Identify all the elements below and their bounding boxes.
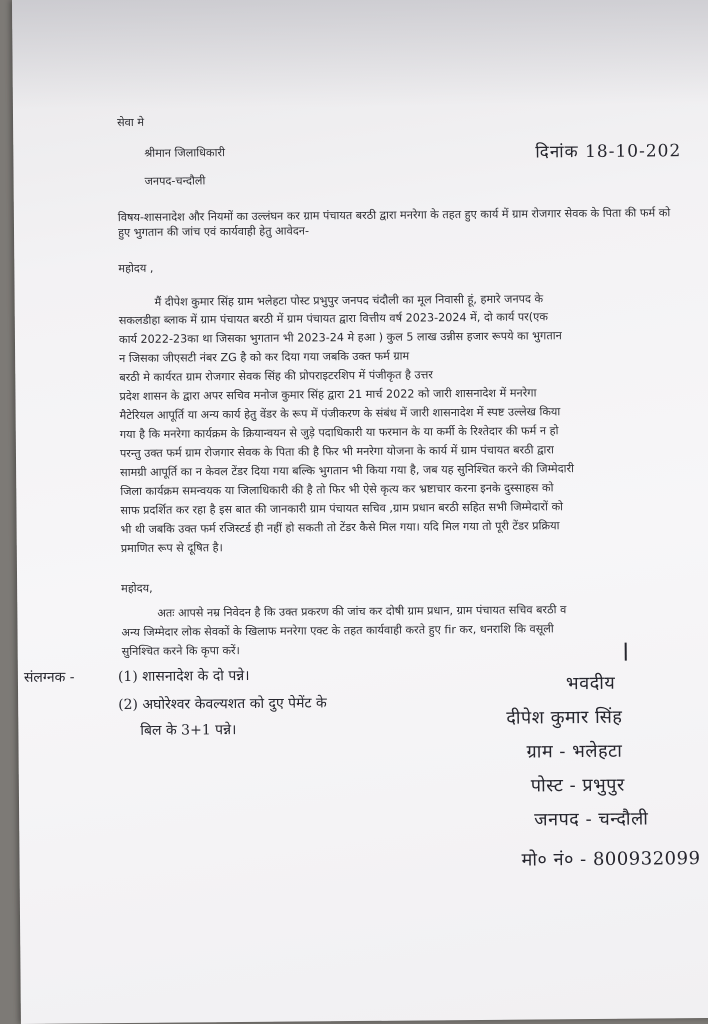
body-line: सकलडीहा ब्लाक में ग्राम पंचायत बरठी में ग्राम पंचायत द्वारा वित्तीय वर्ष 2023-2024 में, दो कार्य पर(एक <box>118 310 548 328</box>
body-line: बरठी मे कार्यरत ग्राम रोजगार सेवक सिंह की प्रोपराइटरशिप में पंजीकृत है उत्तर <box>119 368 433 385</box>
body-line: प्रमाणित रूप से दूषित है। <box>120 541 223 556</box>
body-line: साफ प्रदर्शित कर रहा है इस बात की जानकारी ग्राम पंचायत सचिव ,ग्राम प्रधान बरठी सहित सभी जिम्मेदारों को <box>120 500 564 518</box>
signature-closing: भवदीय <box>565 672 616 695</box>
enclosure-item: (2) अघोरेश्वर केवल्यशत को दुए पेमेंट के <box>118 695 327 714</box>
signature-village: ग्राम - भलेहटा <box>526 740 623 763</box>
signature-name: दीपेश कुमार सिंह <box>506 706 623 729</box>
signature-post: पोस्ट - प्रभुपुर <box>530 774 625 797</box>
body-line: न जिसका जीएसटी नंबर ZG है को कर दिया गया जबकि उक्त फर्म ग्राम <box>119 349 410 366</box>
letter-page <box>12 0 708 1024</box>
body-line: कार्य 2022-23का था जिसका भुगतान भी 2023-24 मे हआ ) कुल 5 लाख उन्नीस हजार रूपये का भुगतान <box>118 329 562 347</box>
body-line: सामग्री आपूर्ति का न केवल टेंडर दिया गया बल्कि भुगतान भी किया गया है, जब यह सुनिश्चित करने की जिम्मेदारी <box>120 462 575 480</box>
signature-mobile: मो० नं० - 800932099 <box>521 848 701 871</box>
request-line: अन्य जिम्मेदार लोक सेवकों के खिलाफ मनरेगा एक्ट के तहत कार्यवाही करते हुए fir कर, धनराशि कि वसूली <box>121 622 554 640</box>
handwritten-date: दिनांक 18-10-202 <box>535 141 682 163</box>
salutation-to: सेवा मे <box>117 115 145 130</box>
enclosure-item: बिल के 3+1 पन्ने। <box>140 722 237 739</box>
subject-line: विषय-शासनादेश और नियमों का उल्लंघन कर ग्राम पंचायत बरठी द्वारा मनरेगा के तहत हुए कार्य में ग्राम रोजगार सेवक के पिता की फर्म को हुए भुगतान की जांच एवं कार्यवाही हेतु आवेदन- <box>117 206 671 240</box>
enclosure-label: संलग्नक - <box>23 669 75 686</box>
paper-shadow <box>12 0 708 110</box>
greeting: महोदय , <box>118 261 154 276</box>
body-line: परन्तु उक्त फर्म ग्राम रोजगार सेवक के पिता की है फिर भी मनरेगा योजना के कार्य में ग्राम पंचायत बरठी द्वारा <box>119 443 554 461</box>
body-line: जिला कार्यक्रम समन्वयक या जिलाधिकारी की है तो फिर भी ऐसे कृत्य कर भ्रष्टाचार करना इनके दुस्साहस को <box>120 481 554 499</box>
recipient: श्रीमान जिलाधिकारी <box>144 146 225 160</box>
body-line: भी थी जबकि उक्त फर्म रजिस्टर्ड ही नहीं हो सकती तो टेंडर कैसे मिल गया। यदि मिल गया तो पूरी टेंडर प्रक्रिया <box>120 519 560 537</box>
body-line: गया है कि मनरेगा कार्यक्रम के क्रियान्वयन से जुड़े पदाधिकारी या फरमान के या कर्मी के रिश्तेदार की फर्म न हो <box>119 424 559 442</box>
body-line: मैं दीपेश कुमार सिंह ग्राम भलेहटा पोस्ट प्रभुपुर जनपद चंदौली का मूल निवासी हूं, हमारे जनपद के <box>154 292 544 309</box>
body-line: मैटेरियल आपूर्ति या अन्य कार्य हेतु वेंडर के रूप में पंजीकरण के संबंध में जारी शासनादेश में स्पष्ट उल्लेख किया <box>119 405 561 423</box>
request-line: सुनिश्चित करने कि कृपा करें। <box>121 644 240 659</box>
enclosure-item: (1) शासनादेश के दो पन्ने। <box>117 667 250 686</box>
request-line: अतः आपसे नम्र निवेदन है कि उक्त प्रकरण की जांच कर दोषी ग्राम प्रधान, ग्राम पंचायत सचिव बरठी व <box>157 603 567 620</box>
body-line: प्रदेश शासन के द्वारा अपर सचिव मनोज कुमार सिंह द्वारा 21 मार्च 2022 को जारी शासनादेश में मनरेगा <box>119 386 537 404</box>
greeting-second: महोदय, <box>121 581 153 596</box>
pen-mark <box>625 643 627 661</box>
signature-district: जनपद - चन्दौली <box>534 808 649 831</box>
recipient-district: जनपद-चन्दौली <box>144 174 206 188</box>
